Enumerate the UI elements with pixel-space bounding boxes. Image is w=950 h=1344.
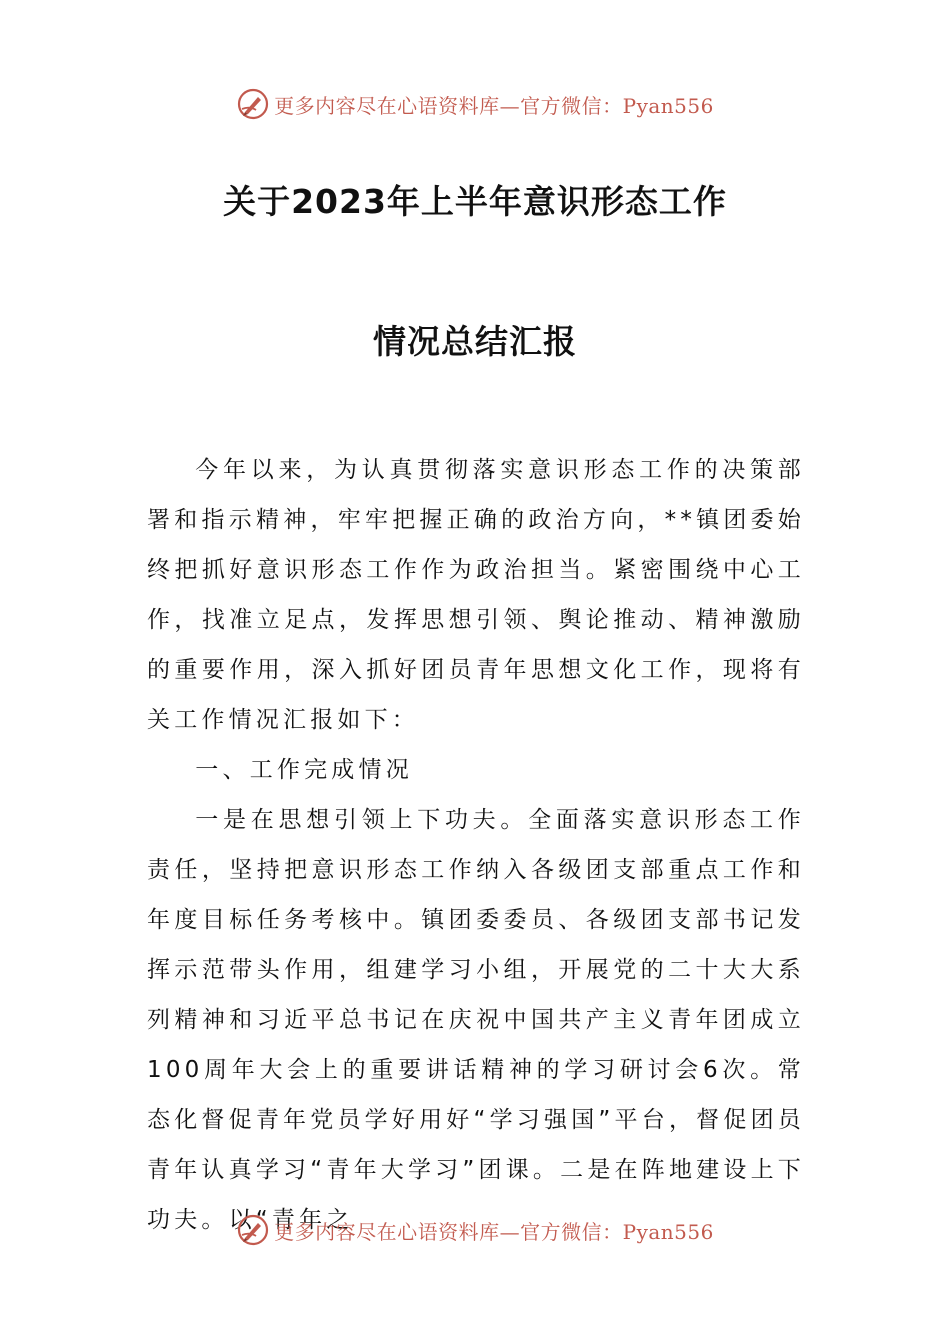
document-title-line-1: 关于2023年上半年意识形态工作 [223, 182, 727, 221]
header-watermark [0, 84, 950, 124]
watermark-text: 更多内容尽在心语资料库—官方微信：Pyan556 [274, 1219, 714, 1244]
pen-logo-icon [236, 87, 270, 121]
document-title-line-2: 情况总结汇报 [373, 322, 577, 361]
paragraph-intro: 今年以来，为认真贯彻落实意识形态工作的决策部署和指示精神，牢牢把握正确的政治方向，**镇团委始终把抓好意识形态工作作为政治担当。紧密围绕中心工作，找准立足点，发挥思想引领、舆论推动、精神激励的重要作用，深入抓好团员青年思想文化工作，现将有关工作情况汇报如下： [147, 457, 805, 733]
pen-logo-icon [236, 1213, 270, 1247]
paragraph-work-details: 一是在思想引领上下功夫。全面落实意识形态工作责任，坚持把意识形态工作纳入各级团支部重点工作和年度目标任务考核中。镇团委委员、各级团支部书记发挥示范带头作用，组建学习小组，开展党的二十大大系列精神和习近平总书记在庆祝中国共产主义青年团成立100周年大会上的重要讲话精神的学习研讨会6次。常态化督促青年党员学好用好“学习强国”平台，督促团员青年认真学习“青年大学习”团课。二是在阵地建设上下功夫。以“青年之 [147, 807, 805, 1233]
watermark-text: 更多内容尽在心语资料库—官方微信：Pyan556 [274, 93, 714, 118]
section-heading: 一、工作完成情况 [195, 757, 413, 783]
footer-watermark [0, 1210, 950, 1250]
document-body [147, 445, 805, 1245]
